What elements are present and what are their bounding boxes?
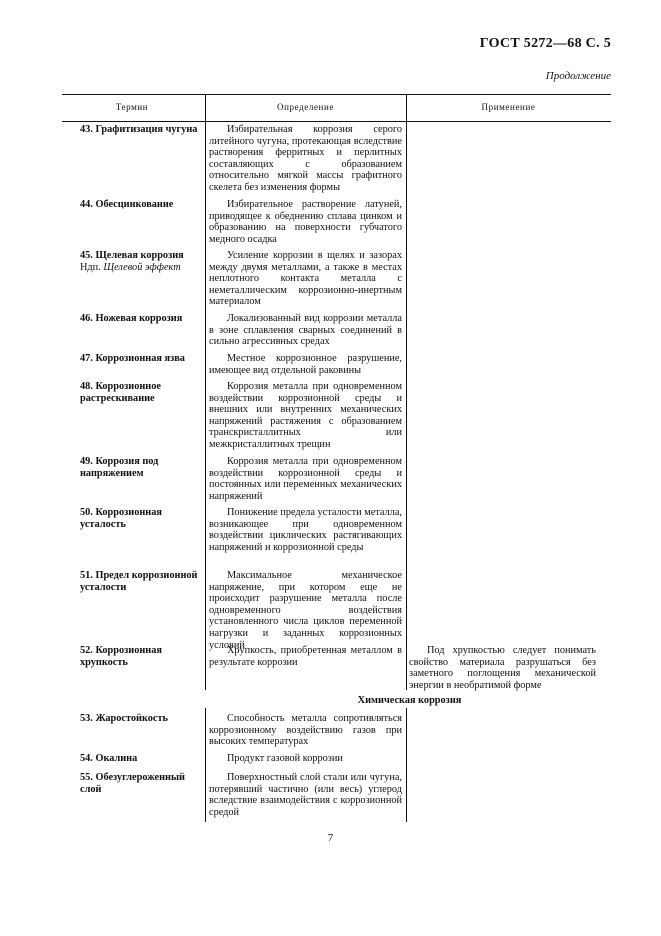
definition-46: Локализованный вид коррозии металла в зоне сплавления сварных соединений в сильно агрессивных средах: [209, 313, 402, 348]
section-title: Химическая коррозия: [357, 695, 462, 706]
column-header-term: Термин: [115, 102, 149, 112]
term-45: 45. Щелевая коррозия Ндп. Щелевой эффект: [80, 250, 184, 273]
term-43: 43. Графитизация чугуна: [80, 124, 198, 135]
definition-55: Поверхностный слой стали или чугуна, потерявший частично (или весь) углерод вследствие взаимодействия с коррозионной средой: [209, 772, 402, 818]
definition-52: Хрупкость, приобретенная металлом в результате коррозии: [209, 645, 402, 668]
definition-44: Избирательное растворение латуней, приводящее к обеднению сплава цинком и образованию на поверхности губчатого медного осадка: [209, 199, 402, 245]
term-46: 46. Ножевая коррозия: [80, 313, 183, 324]
definition-54: Продукт газовой коррозии: [227, 753, 343, 764]
definition-50: Понижение предела усталости металла, возникающее при одновременном воздействии циклических растягивающих напряжений и коррозионной среды: [209, 507, 403, 553]
column-divider-1: [205, 94, 206, 690]
column-divider-2-lower: [406, 708, 407, 822]
term-51: 51. Предел коррозионной усталости: [80, 570, 198, 593]
definition-51: Максимальное механическое напряжение, при котором еще не происходит разрушение металла после одновременного воздействия установленного числа циклов переменной нагрузки и заданных коррозионных условий: [209, 570, 402, 651]
term-50: 50. Коррозионная усталость: [80, 507, 162, 530]
nonstandard-term: Щелевой эффект: [103, 261, 181, 273]
definition-47: Местное коррозионное разрушение, имеющее вид отдельной раковины: [209, 353, 402, 376]
term-44: 44. Обесцинкование: [80, 199, 174, 210]
term-49: 49. Коррозия под напряжением: [80, 456, 159, 479]
term-55: 55. Обезуглероженный слой: [80, 772, 185, 795]
term-53: 53. Жаростойкость: [80, 713, 168, 724]
page-header-title: ГОСТ 5272—68 С. 5: [479, 36, 611, 51]
page-number: 7: [327, 832, 334, 844]
definition-49: Коррозия металла при одновременном воздействии коррозионной среды и постоянных или переменных механических напряжений: [209, 456, 402, 502]
definition-48: Коррозия металла при одновременном воздействии коррозионной среды и внешних или внутренних механических напряжений растяжения с образованием транскристаллитных или межкристаллитных трещин: [209, 381, 402, 450]
column-divider-2: [406, 94, 407, 690]
term-54: 54. Окалина: [80, 753, 138, 764]
table-top-rule: [62, 94, 611, 95]
term-48: 48. Коррозионное растрескивание: [80, 381, 161, 404]
nonstandard-prefix: Ндп.: [80, 261, 101, 273]
term-52: 52. Коррозионная хрупкость: [80, 645, 162, 668]
application-52: Под хрупкостью следует понимать свойство материала разрушаться без заметного поглощения механической энергии в необратимой форме: [409, 645, 596, 691]
definition-43: Избирательная коррозия серого литейного чугуна, протекающая вследствие растворения ферритных и перлитных составляющих с образованием относительно мягкой массы графитного скелета без изменения формы: [209, 124, 402, 193]
column-header-definition: Определение: [277, 102, 334, 112]
header-bottom-rule: [62, 121, 611, 122]
definition-53: Способность металла сопротивляться коррозионному воздействию газов при высоких температурах: [209, 713, 402, 748]
term-47: 47. Коррозионная язва: [80, 353, 185, 364]
column-header-application: Применение: [481, 102, 536, 112]
continuation-label: Продолжение: [545, 70, 611, 82]
definition-45: Усиление коррозии в щелях и зазорах между двумя металлами, а также в местах неплотного контакта металла с неметаллическим коррозионно-инертным материалом: [209, 250, 402, 308]
column-divider-1-lower: [205, 708, 206, 822]
